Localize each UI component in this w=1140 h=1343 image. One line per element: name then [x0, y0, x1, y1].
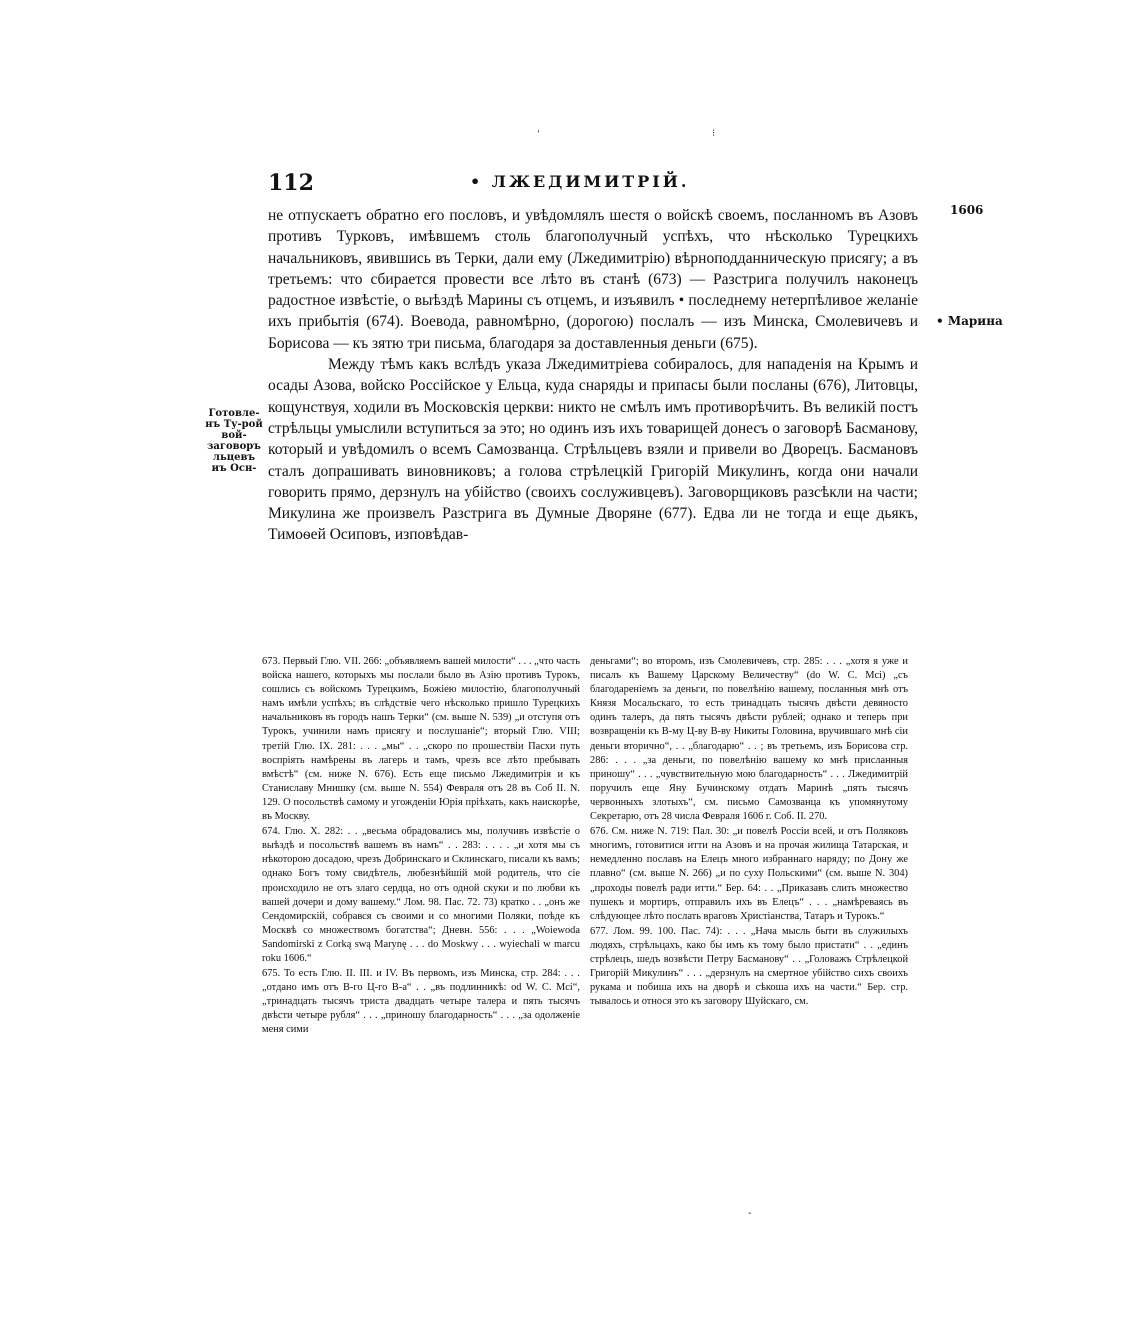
- footnotes-right-column: [590, 655, 908, 1010]
- footnote-673: 673. Первый Глю. VII. 266: „объявляемъ вашей милости“ . . . „что часть войска нашего, которыхъ мы послали было въ Азію противъ Турокъ, сошлись съ войскомъ Турецкимъ, Божіею милостію, благополучный намъ имѣли успѣхъ; въ слѣдствіе чего нѣсколько пришло Турецкихъ начальниковъ въ городъ нашъ Терки“ (см. выше N. 539) „и отступя отъ Турокъ, учинили намъ присягу и послушаніе“; вторый Глю. VIII; третій Глю. IX. 281: . . . „мы“ . . „скоро по прошествіи Пасхи путь воспріять намѣрены въ лагерь и тамъ, чрезъ все лѣто пребывать вмѣстѣ“ (см. ниже N. 676). Есть еще письмо Лжедимитрія и къ Станиславу Мнишку (см. выше N. 554) Февраля отъ 28 въ Соб II. N. 129. О посольствѣ самому и угожденіи Юрія пріѣхать, какъ наискорѣе, въ Москву.: [262, 656, 580, 823]
- footnotes-left-column: [262, 655, 580, 1039]
- footnote-674: 674. Глю. X. 282: . . „весьма обрадовались мы, получивъ извѣстіе о выѣздѣ и посольствѣ вашемъ въ намъ“ . . 283: . . . . „и хотя мы съ нѣкоторою досадою, чрезъ Добринскаго и Склинскаго, писали къ вамъ; однако Богъ тому свидѣтель, любезнѣйшій мой родитель, что сіе происходило не отъ злаго сердца, но отъ одной скуки и по любви къ вашей дочери и дому вашему.“ Лом. 98. Пас. 72. 73) кратко . . „онъ же Сендомирскій, собрався съ своими и со многими Поляки, поѣде къ Москвѣ со множествомъ богатства“; Дневн. 556: . . . „Woiewoda Sandomirski z Corką swą Marynę . . . do Moskwy . . . wyiechali w marcu roku 1606.“: [262, 826, 580, 964]
- footnote-675: 675. То есть Глю. II. III. и IV. Въ первомъ, изъ Минска, стр. 284: . . . „отдано имъ отъ В-го Ц-го В-а“ . . „въ подлинникѣ: od W. C. Mci“, „тринадцать тысячъ триста двадцать четыре талера и пять тысячъ двѣсти четыре рубля“ . . . „приношу благодарность“ . . . „за одолженіе меня сими: [262, 968, 580, 1036]
- side-note: Готовле-нъ Ту-рой вой-заговоръ льцевъ иъ Осн-: [205, 408, 263, 474]
- main-text: [268, 205, 918, 546]
- footnote-675-continued: деньгами“; во второмъ, изъ Смолевичевъ, стр. 285: . . . „хотя я уже и писалъ къ Вашему Царскому Величеству“ (do W. C. Mci) „съ благодареніемъ за деньги, по повелѣнію вашему, посланныя мнѣ отъ Князя Мосальскаго, то есть тринадцать тысячъ двѣсти девяносто одинъ талеръ, да пять тысячъ двѣсти рублей; однако и теперь при возвращеніи къ В-му Ц-ву В-ву Никиты Головина, вручившаго мнѣ сіи деньги вторично“, . . „благодарю“ . . ; въ третьемъ, изъ Борисова стр. 286: . . . „за деньги, по повелѣнію вашему ко мнѣ присланныя приношу“ . . . „чувствительную мою благодарность“ . . . Лжедимитрій поручилъ еще Яну Бучинскому отдать Маринѣ „пять тысячъ червонныхъ злотыхъ“, см. письмо Самозванца къ упомянутому Секретарю, отъ 28 числа Февраля 1606 г. Соб. II. 270.: [590, 656, 908, 823]
- paragraph-2: Между тѣмъ какъ вслѣдъ указа Лжедимитріева собиралось, для нападенія на Крымъ и осады Азова, войско Россійское у Ельца, куда снаряды и припасы были посланы (676), Литовцы, кощунствуя, ходили въ Московскія церкви: никто не смѣлъ имъ противорѣчить. Въ великій постъ стрѣльцы умыслили вступиться за это; но одинъ изъ ихъ товарищей донесъ о заговорѣ Басманову, который и увѣдомилъ о всемъ Самозванца. Стрѣльцевъ взяли и привели во Дворецъ. Басмановъ сталъ допрашивать виновниковъ; а голова стрѣлецкій Григорій Микулинъ, когда они начали говорить прямо, дерзнулъ на убійство (своихъ сослуживцевъ). Заговорщиковъ разсѣкли на части; Микулина же произвелъ Разстрига въ Думные Дворяне (677). Едва ли не тогда и еще дьякъ, Тимоѳей Осиповъ, изповѣдав-: [268, 356, 918, 544]
- footnote-677: 677. Лом. 99. 100. Пас. 74): . . . „Нача мысль быти въ служилыхъ людяхъ, стрѣльцахъ, како бы имъ къ тому было пристати“ . . „единъ стрѣлецъ, шедъ возвѣсти Петру Басманову“ . . „Головажъ Стрѣлецкой Григорій Микулинъ“ . . . „дерзнулъ на смертное убійство сихъ своихъ рукама и побиша ихъ на дворѣ и сѣкоша ихъ на части.“ Бер. стр. тывалось и относя это къ заговору Шуйскаго, см.: [590, 925, 908, 1008]
- paragraph-1: не отпускаетъ обратно его пословъ, и увѣдомлялъ шестя о войскѣ своемъ, посланномъ въ Азовъ противъ Турковъ, имѣвшемъ столь благополучный успѣхъ, что нѣсколько Турецкихъ начальниковъ, явившись въ Терки, дали ему (Лжедимитрію) вѣрноподданническую присягу; а въ третьемъ: что сбирается провести все лѣто въ станѣ (673) — Разстрига получилъ наконецъ радостное извѣстіе, о выѣздѣ Марины съ отцемъ, и изъявилъ • последнему нетерпѣливое желаніе ихъ прибытія (674). Воевода, равномѣрно, (дорогою) послалъ — изъ Минска, Смолевичевъ и Борисова — къ зятю три письма, благодаря за доставленныя деньги (675).: [268, 207, 918, 352]
- page-number: 112: [268, 170, 314, 196]
- scan-mark: -: [748, 1208, 752, 1219]
- scan-mark: ˈ: [537, 130, 540, 141]
- footnote-676: 676. См. ниже N. 719: Пал. 30: „и повелѣ Россіи всей, и отъ Поляковъ многимъ, готовитися итти на Азовъ и на прочая жилища Татарская, и немедленно пославъ на Елецъ много избраннаго наряду; по Дону же плавно“ (см. выше N. 266) „и по суху Польскими“ (см. выше N. 304) „проходы повелѣ ради итти.“ Бер. 64: . . „Приказавъ слить множество пушекъ и мортиръ, отправилъ ихъ въ Елецъ“ . . . „намѣреваясь въ слѣдующее лѣто послать враговъ Христіанства, Татаръ и Турокъ.“: [590, 826, 908, 922]
- margin-name: • Марина: [936, 314, 1003, 328]
- scan-mark: ⁝: [712, 128, 716, 139]
- running-title: • ЛЖЕДИМИТРІЙ.: [470, 172, 690, 191]
- margin-year: 1606: [950, 203, 984, 217]
